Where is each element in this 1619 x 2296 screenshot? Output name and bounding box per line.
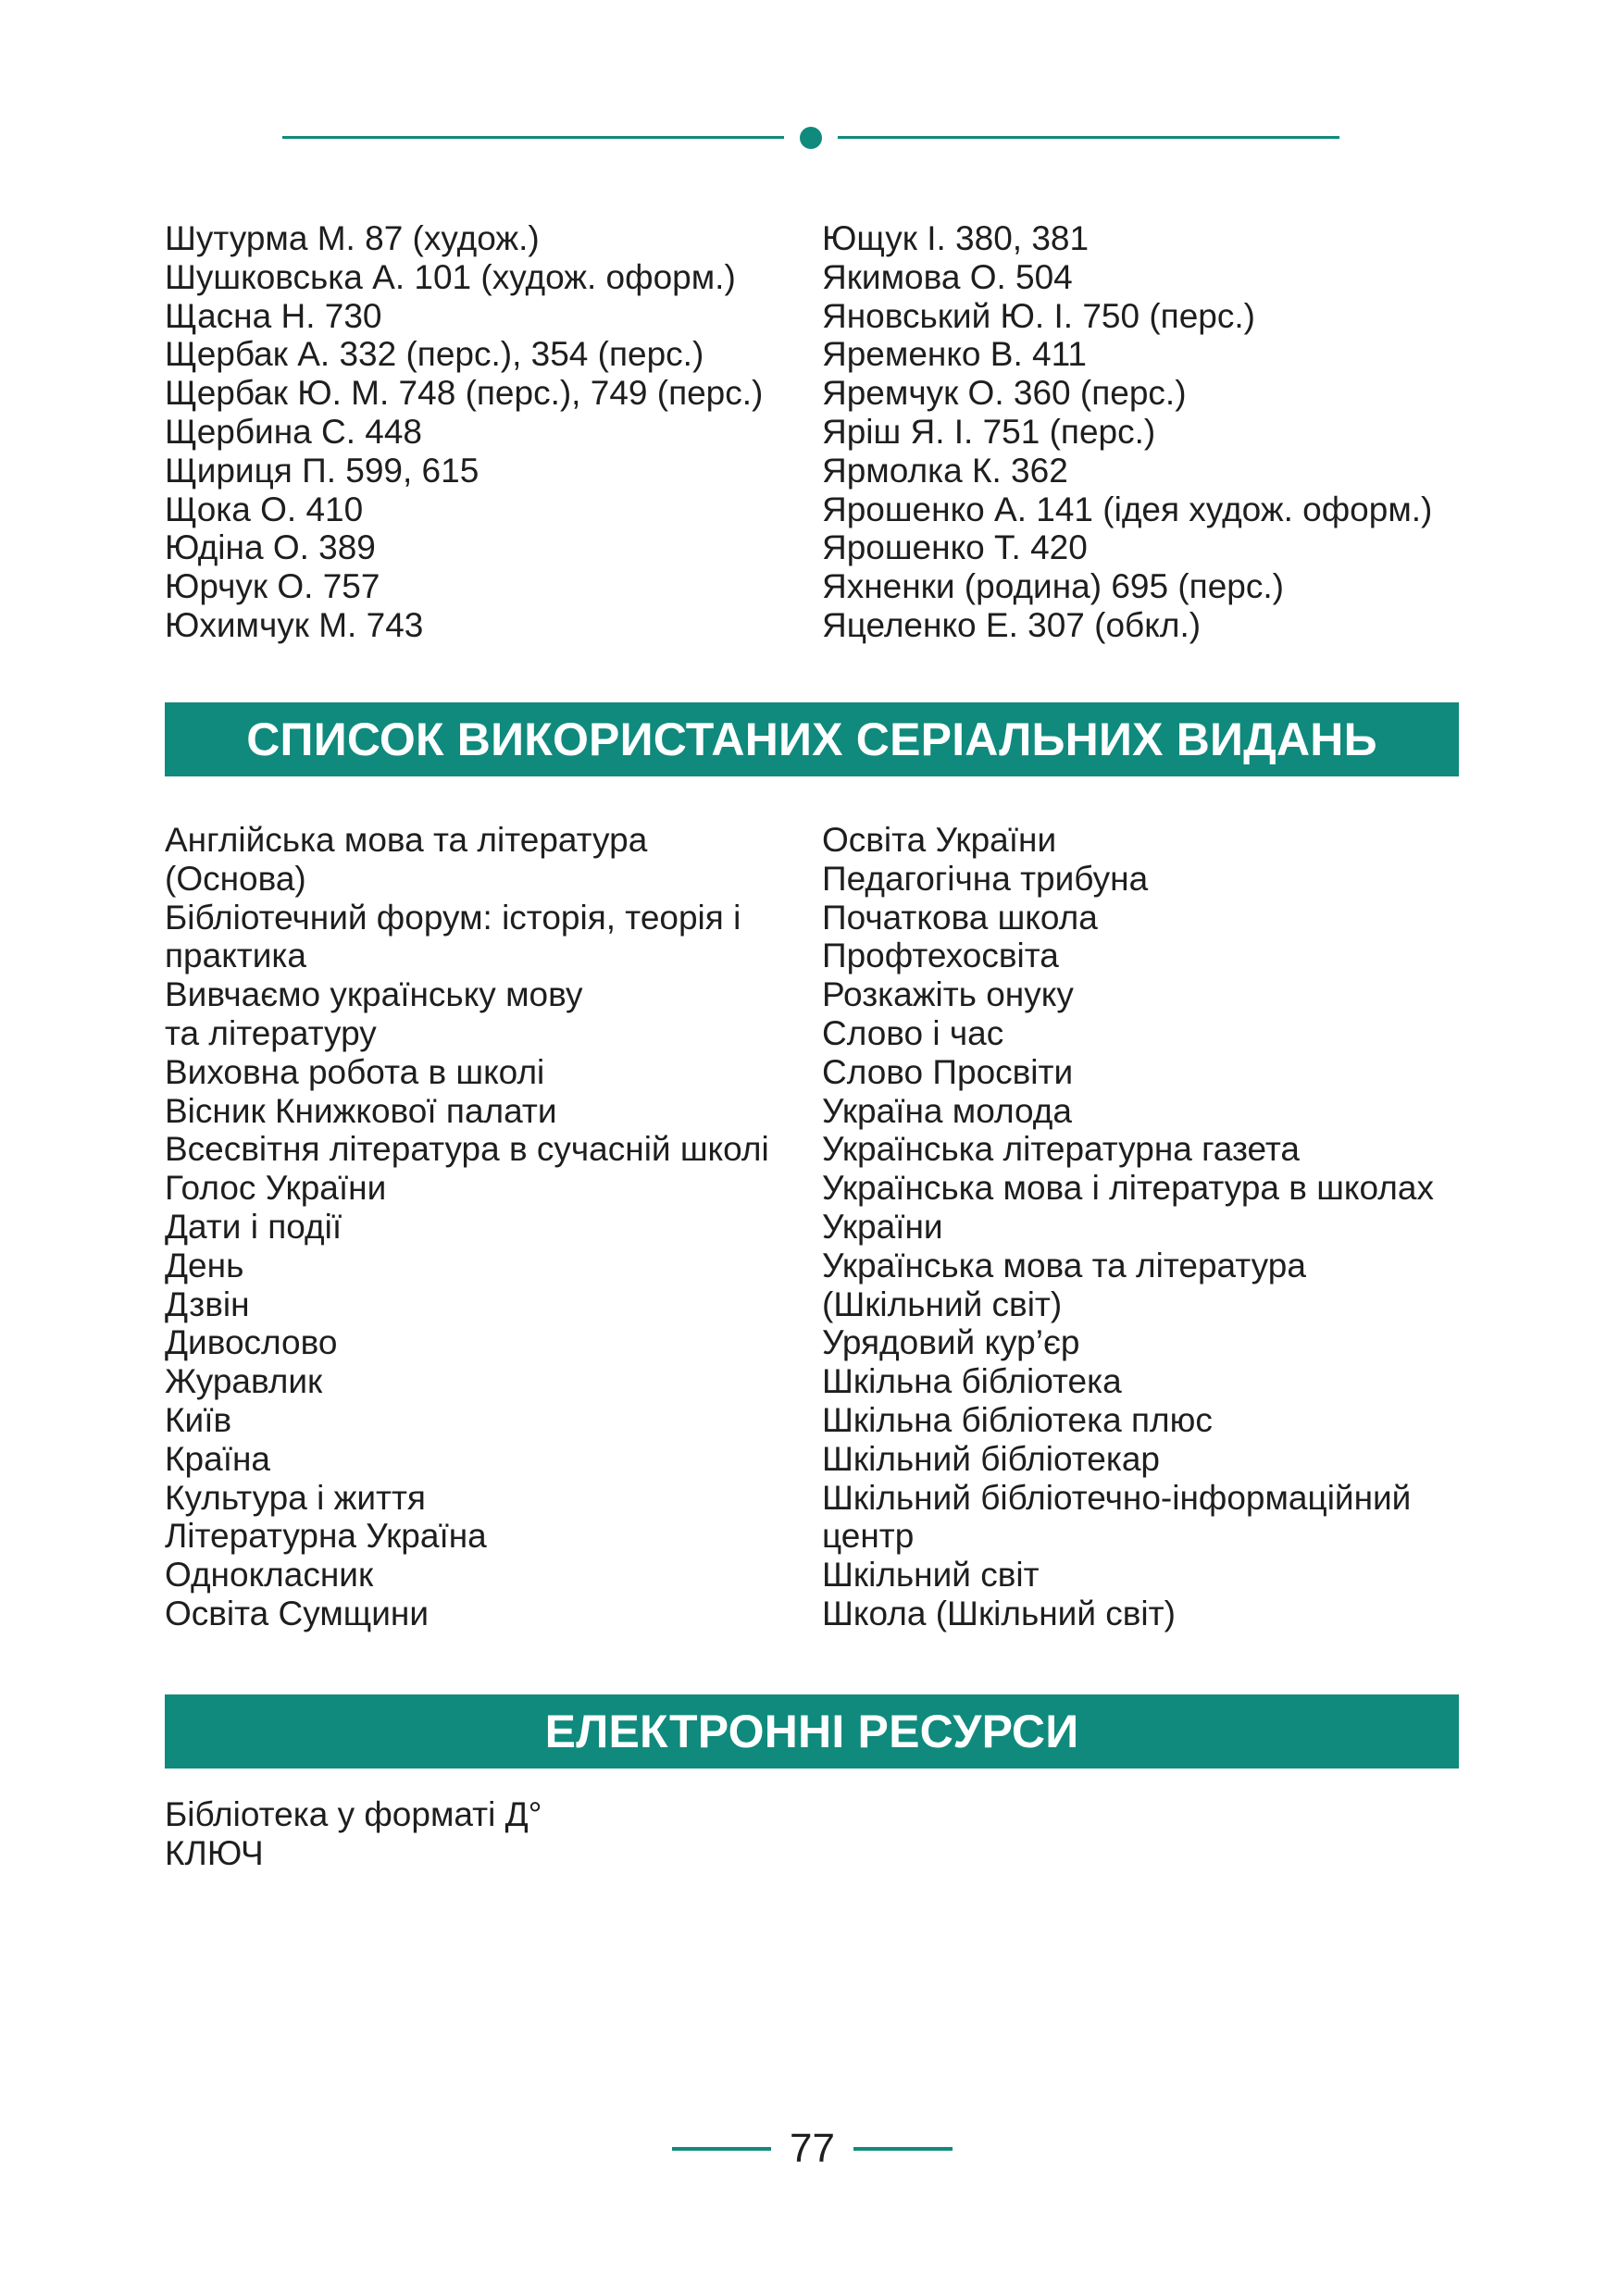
- serial-entry: Педагогічна трибуна: [822, 859, 1149, 898]
- index-entry: Яріш Я. І. 751 (перс.): [822, 412, 1156, 451]
- electronic-list: [165, 1795, 813, 1873]
- serial-entry: Освіта Сумщини: [165, 1594, 429, 1632]
- page-number: 77: [790, 2126, 835, 2171]
- top-rule-left: [282, 136, 784, 139]
- serial-entry: Дзвін: [165, 1285, 250, 1323]
- index-entry: Яцеленко Е. 307 (обкл.): [822, 605, 1202, 644]
- serial-entry: Київ: [165, 1400, 232, 1439]
- index-entry: Шушковська А. 101 (худож. оформ.): [165, 257, 736, 296]
- footer-rule-left: [672, 2147, 771, 2151]
- serial-entry: Голос України: [165, 1169, 387, 1208]
- index-entry: Щербак А. 332 (перс.), 354 (перс.): [165, 335, 704, 374]
- index-entry: Ярошенко Т. 420: [822, 528, 1088, 567]
- serial-entry: Початкова школа: [822, 898, 1098, 937]
- serial-entry: Урядовий кур’єр: [822, 1323, 1080, 1362]
- index-entry: Ющук І. 380, 381: [822, 219, 1090, 257]
- electronic-entry: КЛЮЧ: [165, 1833, 264, 1872]
- index-entry: Ярошенко А. 141 (ідея худож. оформ.): [822, 490, 1433, 528]
- index-entry: Щириця П. 599, 615: [165, 451, 479, 490]
- serial-entry: Однокласник: [165, 1556, 374, 1595]
- serial-entry: центр: [822, 1517, 915, 1556]
- serial-entry: Журавлик: [165, 1362, 323, 1401]
- serial-entry: Шкільний світ: [822, 1556, 1040, 1595]
- serial-entry: Школа (Шкільний світ): [822, 1594, 1176, 1632]
- serial-entry: Освіта України: [822, 821, 1057, 859]
- serial-entry: та літературу: [165, 1013, 377, 1052]
- serial-entry: Розкажіть онуку: [822, 975, 1074, 1014]
- index-entry: Щасна Н. 730: [165, 296, 382, 335]
- index-entry: Юдіна О. 389: [165, 528, 376, 567]
- serial-entry: Виховна робота в школі: [165, 1052, 545, 1091]
- serial-entry: Дати і події: [165, 1207, 342, 1246]
- serial-entry: Профтехосвіта: [822, 937, 1059, 975]
- serial-entry: Українська мова і література в школах: [822, 1169, 1434, 1208]
- serials-column-right: [822, 821, 1470, 1633]
- top-rule-dot: [800, 127, 822, 149]
- index-entry: Якимова О. 504: [822, 257, 1073, 296]
- index-entry: Юхимчук М. 743: [165, 605, 424, 644]
- index-entry: Щербак Ю. М. 748 (перс.), 749 (перс.): [165, 374, 764, 413]
- serial-entry: (Шкільний світ): [822, 1285, 1063, 1323]
- serial-entry: Шкільна бібліотека плюс: [822, 1400, 1213, 1439]
- index-entry: Шутурма М. 87 (худож.): [165, 219, 540, 257]
- footer-rule-right: [853, 2147, 953, 2151]
- serial-entry: Українська мова та література: [822, 1246, 1306, 1285]
- serials-heading: СПИСОК ВИКОРИСТАНИХ СЕРІАЛЬНИХ ВИДАНЬ: [165, 702, 1459, 776]
- index-entry: Ярмолка К. 362: [822, 451, 1068, 490]
- serial-entry: Шкільний бібліотечно-інформаційний: [822, 1478, 1412, 1517]
- serial-entry: Україна молода: [822, 1091, 1072, 1130]
- serial-entry: Країна: [165, 1439, 270, 1478]
- serial-entry: (Основа): [165, 859, 306, 898]
- serial-entry: День: [165, 1246, 244, 1285]
- serial-entry: Дивослово: [165, 1323, 338, 1362]
- index-entry: Яременко В. 411: [822, 335, 1088, 374]
- serial-entry: Слово Просвіти: [822, 1052, 1074, 1091]
- serial-entry: України: [822, 1207, 943, 1246]
- serial-entry: Шкільний бібліотекар: [822, 1439, 1161, 1478]
- serial-entry: Шкільна бібліотека: [822, 1362, 1122, 1401]
- serial-entry: Українська літературна газета: [822, 1130, 1300, 1169]
- index-column-right: [822, 219, 1470, 645]
- serial-entry: Культура і життя: [165, 1478, 426, 1517]
- index-entry: Юрчук О. 757: [165, 567, 380, 606]
- index-entry: Яхненки (родина) 695 (перс.): [822, 567, 1284, 606]
- index-entry: Щока О. 410: [165, 490, 364, 528]
- top-rule-right: [838, 136, 1339, 139]
- index-entry: Яновський Ю. І. 750 (перс.): [822, 296, 1255, 335]
- index-entry: Яремчук О. 360 (перс.): [822, 374, 1187, 413]
- serial-entry: практика: [165, 937, 306, 975]
- electronic-entry: Бібліотека у форматі Д°: [165, 1795, 542, 1833]
- serial-entry: Всесвітня література в сучасній школі: [165, 1130, 769, 1169]
- serial-entry: Літературна Україна: [165, 1517, 487, 1556]
- serial-entry: Вісник Книжкової палати: [165, 1091, 557, 1130]
- serial-entry: Англійська мова та література: [165, 821, 648, 859]
- index-column-left: [165, 219, 813, 645]
- serial-entry: Вивчаємо українську мову: [165, 975, 583, 1014]
- serial-entry: Бібліотечний форум: історія, теорія і: [165, 898, 741, 937]
- serial-entry: Слово і час: [822, 1013, 1004, 1052]
- serials-column-left: [165, 821, 813, 1633]
- index-entry: Щербина С. 448: [165, 412, 423, 451]
- electronic-heading: ЕЛЕКТРОННІ РЕСУРСИ: [165, 1694, 1459, 1769]
